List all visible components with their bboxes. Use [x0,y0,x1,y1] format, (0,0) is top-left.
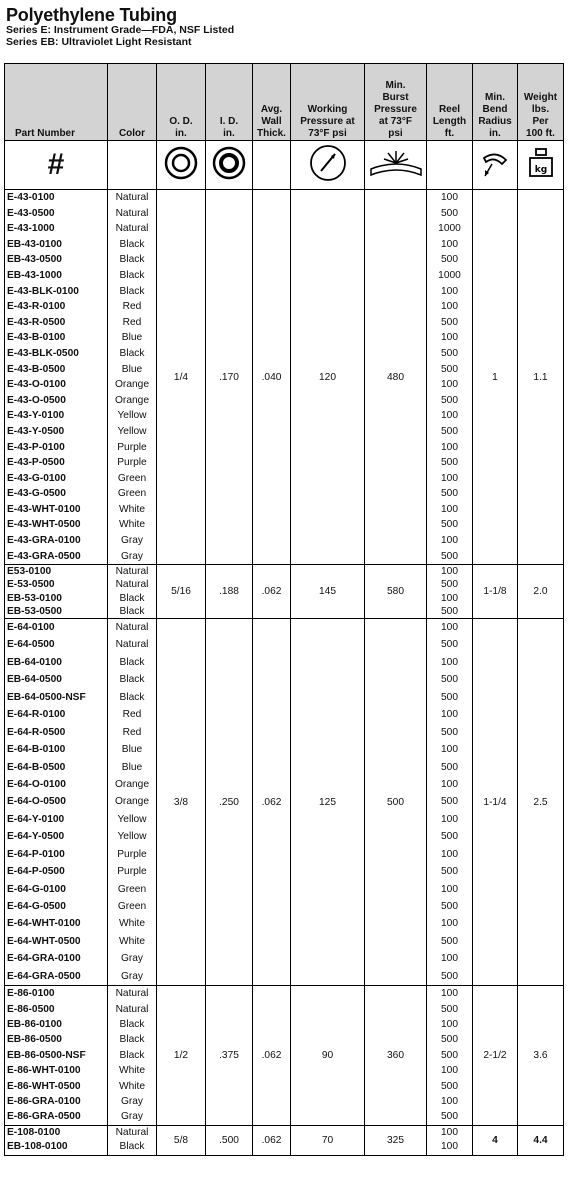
svg-text:kg: kg [534,164,547,175]
color-value: Orange [115,379,149,391]
reel-length-value: 500 [441,1080,458,1092]
wall-thickness-value: .062 [253,619,291,986]
part-number-value: E-43-1000 [7,223,55,235]
subtitle-series-eb: Series EB: Ultraviolet Light Resistant [6,36,192,48]
reel-length-value: 500 [441,639,458,651]
color-value: Natural [115,1003,149,1015]
wall-thickness-value: .040 [253,190,291,565]
reel-length-value: 500 [441,1034,458,1046]
reel-length-value: 100 [441,988,458,1000]
reel-length-value: 500 [441,1111,458,1123]
color-value: Natural [115,192,149,203]
reel-length-value: 500 [441,970,458,982]
color-value: Black [119,1049,145,1061]
table-body [5,190,564,1156]
bend-radius-value: 1 [473,190,518,565]
reel-length-value: 500 [441,316,458,328]
header-reel-length: Reel Length ft. [427,64,473,141]
color-value: Yellow [117,410,147,422]
weight-value: 4.4 [518,1125,564,1155]
color-value: White [118,918,146,930]
part-number-value: E-86-0500 [7,1003,55,1015]
part-number-value: EB-43-1000 [7,269,62,281]
color-value: Black [119,347,145,359]
color-value: White [118,519,146,531]
reel-length-value: 100 [441,1018,458,1030]
color-column [108,1125,157,1155]
part-number-value: E-64-0100 [7,622,55,633]
id-value: .375 [206,986,253,1126]
bend-radius-value: 2-1/2 [473,986,518,1126]
part-number-value: E-43-GRA-0100 [7,535,81,547]
color-value: Gray [120,1095,144,1107]
color-value: Purple [117,441,147,453]
part-number-value: E-43-R-0100 [7,301,66,313]
bend-radius-value: 1-1/4 [473,619,518,986]
reel-length-value: 500 [441,550,458,562]
burst-icon [365,141,427,190]
color-value: Orange [115,394,149,406]
reel-length-value: 100 [441,566,458,578]
part-number-value: EB-64-0500 [7,674,62,686]
part-number-value: E-43-0500 [7,207,55,219]
id-value: .500 [206,1125,253,1155]
id-value: .170 [206,190,253,565]
part-number-value: E-43-G-0100 [7,472,66,484]
reel-length-value: 500 [441,761,458,773]
color-value: Black [119,1141,145,1153]
part-number-value: E-43-Y-0500 [7,425,65,437]
part-number-value: E-64-R-0100 [7,709,66,721]
part-number-value: E-64-G-0500 [7,901,66,912]
part-number-value: EB-43-0500 [7,254,62,266]
header-wall: Avg. Wall Thick. [253,64,291,141]
part-number-value: E-86-WHT-0500 [7,1080,81,1092]
reel-length-value: 100 [441,379,458,391]
color-value: White [118,935,146,947]
color-column [108,986,157,1126]
header-od: O. D. in. [157,64,206,141]
table-row-group [5,986,564,1126]
table-row-group [5,1125,564,1155]
reel-length-value: 100 [441,535,458,547]
color-value: Natural [115,566,149,578]
reel-length-value: 100 [441,622,458,633]
reel-length-value: 100 [441,1065,458,1077]
color-value: Yellow [117,425,147,437]
color-value: Blue [121,363,143,375]
reel-length-value: 500 [441,488,458,500]
part-number-value: E-43-0100 [7,192,55,203]
part-number-value: E-64-O-0500 [7,796,66,808]
header-weight: Weight lbs. Per 100 ft. [518,64,564,141]
color-value: Black [119,605,145,617]
color-value: Orange [115,796,149,808]
reel-length-value: 500 [441,866,458,878]
weight-value: 3.6 [518,986,564,1126]
reel-length-value: 500 [441,691,458,703]
burst-pressure-value: 360 [365,986,427,1126]
weight-kg-icon [518,141,564,190]
color-value: White [118,1065,146,1077]
color-value: Black [119,285,145,297]
color-value: Gray [120,550,144,562]
color-value: Black [119,674,145,686]
part-number-value: E-64-P-0500 [7,866,65,878]
part-number-value: E-86-GRA-0500 [7,1111,81,1123]
reel-length-value: 100 [441,592,458,604]
part-number-value: E-43-O-0100 [7,379,66,391]
color-value: Green [117,901,147,912]
part-number-value: EB-43-0100 [7,238,62,250]
part-number-value: E-43-BLK-0100 [7,285,79,297]
reel-length-value: 100 [441,953,458,965]
reel-length-value: 100 [441,918,458,930]
reel-length-value: 100 [441,813,458,825]
reel-length-value: 500 [441,579,458,591]
reel-length-value: 500 [441,605,458,617]
weight-value: 2.0 [518,565,564,619]
color-value: Red [122,709,142,721]
part-number-value: E-43-Y-0100 [7,410,65,422]
reel-length-column [427,986,473,1126]
part-number-value: E-43-P-0500 [7,457,65,469]
working-pressure-value: 125 [291,619,365,986]
reel-length-column [427,1125,473,1155]
part-number-value: EB-86-0500-NSF [7,1049,86,1061]
part-number-value: E-64-GRA-0100 [7,953,81,965]
header-color: Color [108,64,157,141]
wall-thickness-value: .062 [253,986,291,1126]
header-part-number: Part Number [5,64,108,141]
color-value: Black [119,1018,145,1030]
reel-length-value: 500 [441,347,458,359]
working-pressure-value: 145 [291,565,365,619]
color-value: Red [122,726,142,738]
bend-radius-value: 1-1/8 [473,565,518,619]
reel-length-value: 500 [441,394,458,406]
part-number-value: E53-0100 [7,566,52,578]
part-number-value: E-43-P-0100 [7,441,65,453]
color-value: Gray [120,970,144,982]
reel-length-value: 500 [441,363,458,375]
part-number-value: E-43-WHT-0100 [7,503,81,515]
reel-length-column [427,565,473,619]
reel-length-column [427,190,473,565]
color-value: White [118,1080,146,1092]
reel-length-value: 100 [441,441,458,453]
color-value: Blue [121,332,143,344]
reel-length-value: 100 [441,883,458,895]
header-working-pressure: Working Pressure at 73°F psi [291,64,365,141]
reel-length-value: 500 [441,207,458,219]
color-value: Black [119,656,145,668]
color-value: Yellow [117,813,147,825]
reel-length-value: 100 [441,410,458,422]
reel-length-value: 100 [441,1095,458,1107]
reel-length-value: 500 [441,796,458,808]
bend-radius-value: 4 [473,1125,518,1155]
color-value: Black [119,238,145,250]
reel-length-value: 500 [441,674,458,686]
color-value: Black [119,691,145,703]
color-value: Gray [120,1111,144,1123]
header-row [5,64,564,141]
reel-length-column [427,619,473,986]
color-value: Black [119,254,145,266]
part-number-value: EB-53-0500 [7,605,62,617]
weight-value: 1.1 [518,190,564,565]
color-icon-cell [108,141,157,190]
color-column [108,619,157,986]
part-number-column [5,986,108,1126]
reel-length-value: 100 [441,503,458,515]
reel-length-value: 500 [441,1003,458,1015]
tubing-spec-table [4,63,564,1156]
reel-length-value: 100 [441,285,458,297]
od-rings-icon [157,141,206,190]
hash-icon: # [5,141,108,190]
color-value: Black [119,269,145,281]
part-number-value: E-108-0100 [7,1126,61,1138]
color-value: Green [117,883,147,895]
reel-length-value: 100 [441,301,458,313]
od-value: 1/2 [157,986,206,1126]
color-value: Black [119,1034,145,1046]
color-value: Purple [117,866,147,878]
reel-length-value: 100 [441,1141,458,1153]
part-number-value: E-64-O-0100 [7,778,66,790]
part-number-value: E-43-WHT-0500 [7,519,81,531]
reel-length-value: 500 [441,519,458,531]
color-value: Black [119,592,145,604]
color-value: Green [117,472,147,484]
reel-length-value: 100 [441,238,458,250]
color-value: Blue [121,744,143,756]
bend-radius-icon [473,141,518,190]
color-value: Purple [117,457,147,469]
color-value: Red [122,316,142,328]
reel-length-value: 500 [441,831,458,843]
wall-thickness-value: .062 [253,565,291,619]
part-number-value: E-43-G-0500 [7,488,66,500]
burst-pressure-value: 480 [365,190,427,565]
working-pressure-value: 90 [291,986,365,1126]
part-number-value: E-64-R-0500 [7,726,66,738]
color-value: Natural [115,223,149,235]
header-bend-radius: Min. Bend Radius in. [473,64,518,141]
color-value: Green [117,488,147,500]
color-value: Purple [117,848,147,860]
color-value: Natural [115,207,149,219]
color-value: Natural [115,639,149,651]
part-number-column [5,1125,108,1155]
reel-length-value: 100 [441,332,458,344]
part-number-value: E-43-B-0500 [7,363,66,375]
part-number-value: EB-64-0100 [7,656,62,668]
reel-length-value: 100 [441,744,458,756]
reel-length-value: 1000 [438,269,461,281]
part-number-value: E-64-B-0500 [7,761,66,773]
part-number-value: E-64-WHT-0100 [7,918,81,930]
reel-length-value: 500 [441,901,458,912]
table-row-group [5,565,564,619]
part-number-value: EB-53-0100 [7,592,62,604]
part-number-column [5,619,108,986]
part-number-value: E-43-O-0500 [7,394,66,406]
burst-pressure-value: 580 [365,565,427,619]
table-row-group [5,619,564,986]
od-value: 1/4 [157,190,206,565]
part-number-value: E-43-GRA-0500 [7,550,81,562]
part-number-value: E-64-GRA-0500 [7,970,81,982]
part-number-value: E-43-B-0100 [7,332,66,344]
color-column [108,565,157,619]
wall-thickness-value: .062 [253,1125,291,1155]
part-number-value: E-86-GRA-0100 [7,1095,81,1107]
reel-length-value: 100 [441,192,458,203]
part-number-value: E-64-Y-0500 [7,831,65,843]
working-pressure-value: 70 [291,1125,365,1155]
part-number-value: E-64-0500 [7,639,55,651]
reel-length-value: 100 [441,656,458,668]
color-value: Gray [120,953,144,965]
wall-icon-cell [253,141,291,190]
part-number-value: E-86-0100 [7,988,55,1000]
part-number-value: E-43-R-0500 [7,316,66,328]
color-value: White [118,503,146,515]
od-value: 3/8 [157,619,206,986]
reel-icon-cell [427,141,473,190]
weight-value: 2.5 [518,619,564,986]
color-value: Natural [115,988,149,1000]
reel-length-value: 500 [441,457,458,469]
part-number-value: EB-86-0100 [7,1018,62,1030]
part-number-value: E-64-P-0100 [7,848,65,860]
color-value: Yellow [117,831,147,843]
part-number-value: E-43-BLK-0500 [7,347,79,359]
color-value: Natural [115,622,149,633]
color-value: Blue [121,761,143,773]
reel-length-value: 100 [441,848,458,860]
color-value: Gray [120,535,144,547]
part-number-value: E-64-WHT-0500 [7,935,81,947]
id-value: .188 [206,565,253,619]
reel-length-value: 100 [441,472,458,484]
part-number-value: E-86-WHT-0100 [7,1065,81,1077]
icon-row [5,141,564,190]
title-block [6,6,234,48]
burst-pressure-value: 325 [365,1125,427,1155]
part-number-value: EB-64-0500-NSF [7,691,86,703]
burst-pressure-value: 500 [365,619,427,986]
reel-length-value: 100 [441,1126,458,1138]
color-value: Red [122,301,142,313]
od-value: 5/8 [157,1125,206,1155]
reel-length-value: 1000 [438,223,461,235]
reel-length-value: 500 [441,1049,458,1061]
reel-length-value: 500 [441,425,458,437]
id-value: .250 [206,619,253,986]
pressure-gauge-icon [291,141,365,190]
part-number-value: E-64-G-0100 [7,883,66,895]
reel-length-value: 500 [441,726,458,738]
working-pressure-value: 120 [291,190,365,565]
subtitle-series-e: Series E: Instrument Grade—FDA, NSF Listed [6,24,235,36]
part-number-value: E-64-B-0100 [7,744,66,756]
table-row-group [5,190,564,565]
color-value: Natural [115,579,149,591]
reel-length-value: 100 [441,778,458,790]
color-column [108,190,157,565]
part-number-value: EB-108-0100 [7,1141,68,1153]
color-value: Orange [115,778,149,790]
header-id: I. D. in. [206,64,253,141]
part-number-value: EB-86-0500 [7,1034,62,1046]
part-number-column [5,190,108,565]
reel-length-value: 500 [441,254,458,266]
reel-length-value: 500 [441,935,458,947]
part-number-column [5,565,108,619]
part-number-value: E-64-Y-0100 [7,813,65,825]
part-number-value: E-53-0500 [7,579,55,591]
id-rings-icon [206,141,253,190]
color-value: Natural [115,1126,149,1138]
header-burst-pressure: Min. Burst Pressure at 73°F psi [365,64,427,141]
page-title: Polyethylene Tubing [6,5,177,25]
od-value: 5/16 [157,565,206,619]
reel-length-value: 100 [441,709,458,721]
